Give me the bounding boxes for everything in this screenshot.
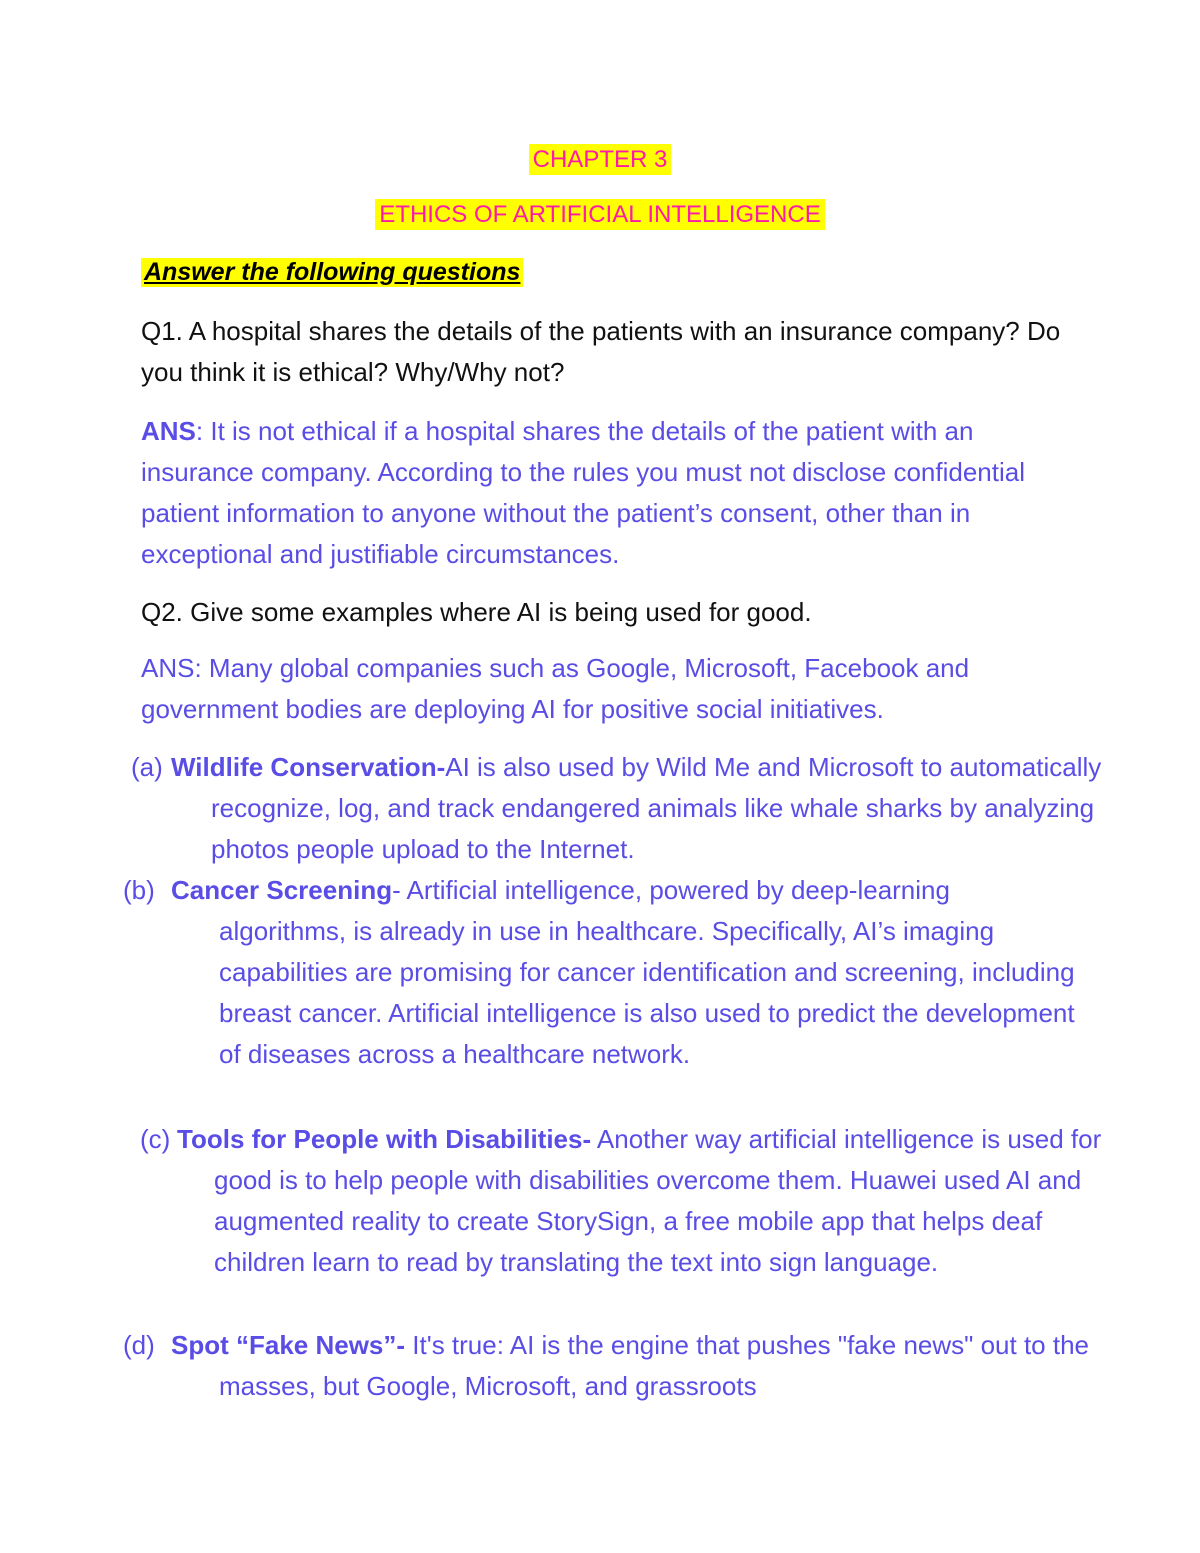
chapter-heading: CHAPTER 3 — [0, 146, 1200, 174]
answer-1-text: : It is not ethical if a hospital shares the details of the patient with an insurance company. According to the rules you must not disclose confidential patient information to anyone without the patient’s consent, other than in exceptional and justifiable circumstances. — [141, 416, 1025, 569]
instruction-heading: Answer the following questions — [141, 258, 523, 287]
example-c: (c) Tools for People with Disabilities- Another way artificial intelligence is used for good is to help people with disabilities overcome them. Huawei used AI and augmented reality to create StorySign, a free mobile app that helps deaf children learn to read by translating the text into sign language. — [140, 1124, 1102, 1277]
answer-2: ANS: Many global companies such as Google, Microsoft, Facebook and government bodies are deploying AI for positive social initiatives. — [141, 653, 970, 724]
question-2: Q2. Give some examples where AI is being used for good. — [141, 597, 812, 627]
example-d: (d)Spot “Fake News”- It's true: AI is the engine that pushes "fake news" out to the masses, but Google, Microsoft, and grassroots — [123, 1330, 1090, 1401]
example-a: (a) Wildlife Conservation-AI is also used by Wild Me and Microsoft to automatically recognize, log, and track endangered animals like whale sharks by analyzing photos people upload to the Internet. — [131, 752, 1102, 864]
chapter-title: ETHICS OF ARTIFICIAL INTELLIGENCE — [0, 201, 1200, 229]
question-1: Q1. A hospital shares the details of the patients with an insurance company? Do you think it is ethical? Why/Why not? — [141, 316, 1061, 387]
answer-label: ANS — [141, 416, 196, 446]
answer-1 — [141, 411, 1041, 575]
example-b: (b)Cancer Screening- Artificial intelligence, powered by deep-learning algorithms, is already in use in healthcare. Specifically, AI’s imaging capabilities are promising for cancer identification and screening, including breast cancer. Artificial intelligence is also used to predict the development of diseases across a healthcare network. — [123, 875, 1075, 1069]
